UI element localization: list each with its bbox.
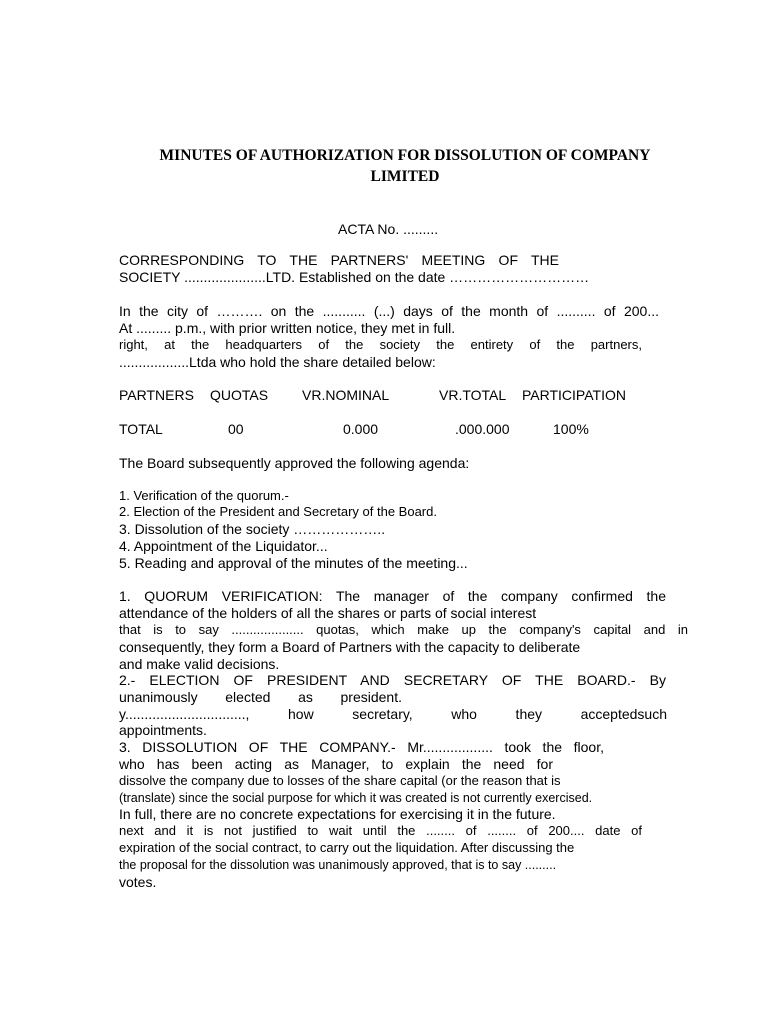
body-line: consequently, they form a Board of Partners with the capacity to deliberate xyxy=(119,639,581,655)
intro-line: SOCIETY .....................LTD. Established on the date ………………………… xyxy=(119,269,590,285)
document-title: MINUTES OF AUTHORIZATION FOR DISSOLUTION OF COMPANY xyxy=(159,147,651,164)
document-title-line2: LIMITED xyxy=(370,168,440,185)
body-line: unanimously elected as president. xyxy=(119,689,402,705)
body-line: next and it is not justified to wait until the ........ of ........ of 200.... date of xyxy=(119,823,642,838)
meeting-line: ..................Ltda who hold the share detailed below: xyxy=(119,354,436,370)
table-header: VR.TOTAL xyxy=(439,387,507,403)
table-cell: 00 xyxy=(228,421,244,437)
body-line: attendance of the holders of all the shares or parts of social interest xyxy=(119,605,537,621)
meeting-line: In the city of ………. on the ........... (...) days of the month of .......... of 200... xyxy=(119,303,659,319)
body-line: dissolve the company due to losses of the share capital (or the reason that is xyxy=(119,773,561,788)
body-line: 3. DISSOLUTION OF THE COMPANY.- Mr.................. took the floor, xyxy=(119,739,604,755)
list-item: 1. Verification of the quorum.- xyxy=(119,488,289,503)
table-cell: 100% xyxy=(553,421,589,437)
body-line: appointments. xyxy=(119,722,207,738)
list-item: 4. Appointment of the Liquidator... xyxy=(119,538,328,554)
table-header: PARTICIPATION xyxy=(522,387,626,403)
table-header: QUOTAS xyxy=(210,387,269,403)
body-line: y..............................., how secretary, who they acceptedsuch xyxy=(119,706,667,722)
meeting-line: right, at the headquarters of the society the entirety of the partners, xyxy=(119,337,642,352)
agenda-intro: The Board subsequently approved the following agenda: xyxy=(119,455,470,471)
acta-number: ACTA No. ......... xyxy=(338,221,439,237)
body-line: votes. xyxy=(119,874,157,890)
intro-line: CORRESPONDING TO THE PARTNERS' MEETING OF THE xyxy=(119,252,559,268)
meeting-line: At ......... p.m., with prior written notice, they met in full. xyxy=(119,320,456,336)
body-line: 1. QUORUM VERIFICATION: The manager of the company confirmed the xyxy=(119,588,666,604)
list-item: 2. Election of the President and Secretary of the Board. xyxy=(119,504,437,519)
list-item: 5. Reading and approval of the minutes of the meeting... xyxy=(119,555,468,571)
body-line: 2.- ELECTION OF PRESIDENT AND SECRETARY OF THE BOARD.- By xyxy=(119,672,666,688)
body-line: that is to say .................... quotas, which make up the company's capital and in xyxy=(119,622,688,637)
body-line: who has been acting as Manager, to explain the need for xyxy=(119,756,553,772)
table-cell: 0.000 xyxy=(343,421,379,437)
table-header: VR.NOMINAL xyxy=(302,387,390,403)
body-line: and make valid decisions. xyxy=(119,656,280,672)
table-cell: TOTAL xyxy=(119,421,163,437)
table-cell: .000.000 xyxy=(455,421,510,437)
body-line: In full, there are no concrete expectations for exercising it in the future. xyxy=(119,806,556,822)
list-item: 3. Dissolution of the society ……………….. xyxy=(119,521,386,537)
body-line: the proposal for the dissolution was unanimously approved, that is to say ......... xyxy=(119,858,557,872)
table-header: PARTNERS xyxy=(119,387,194,403)
body-line: (translate) since the social purpose for which it was created is not currently exercised. xyxy=(119,791,593,805)
body-line: expiration of the social contract, to carry out the liquidation. After discussing the xyxy=(119,840,575,855)
